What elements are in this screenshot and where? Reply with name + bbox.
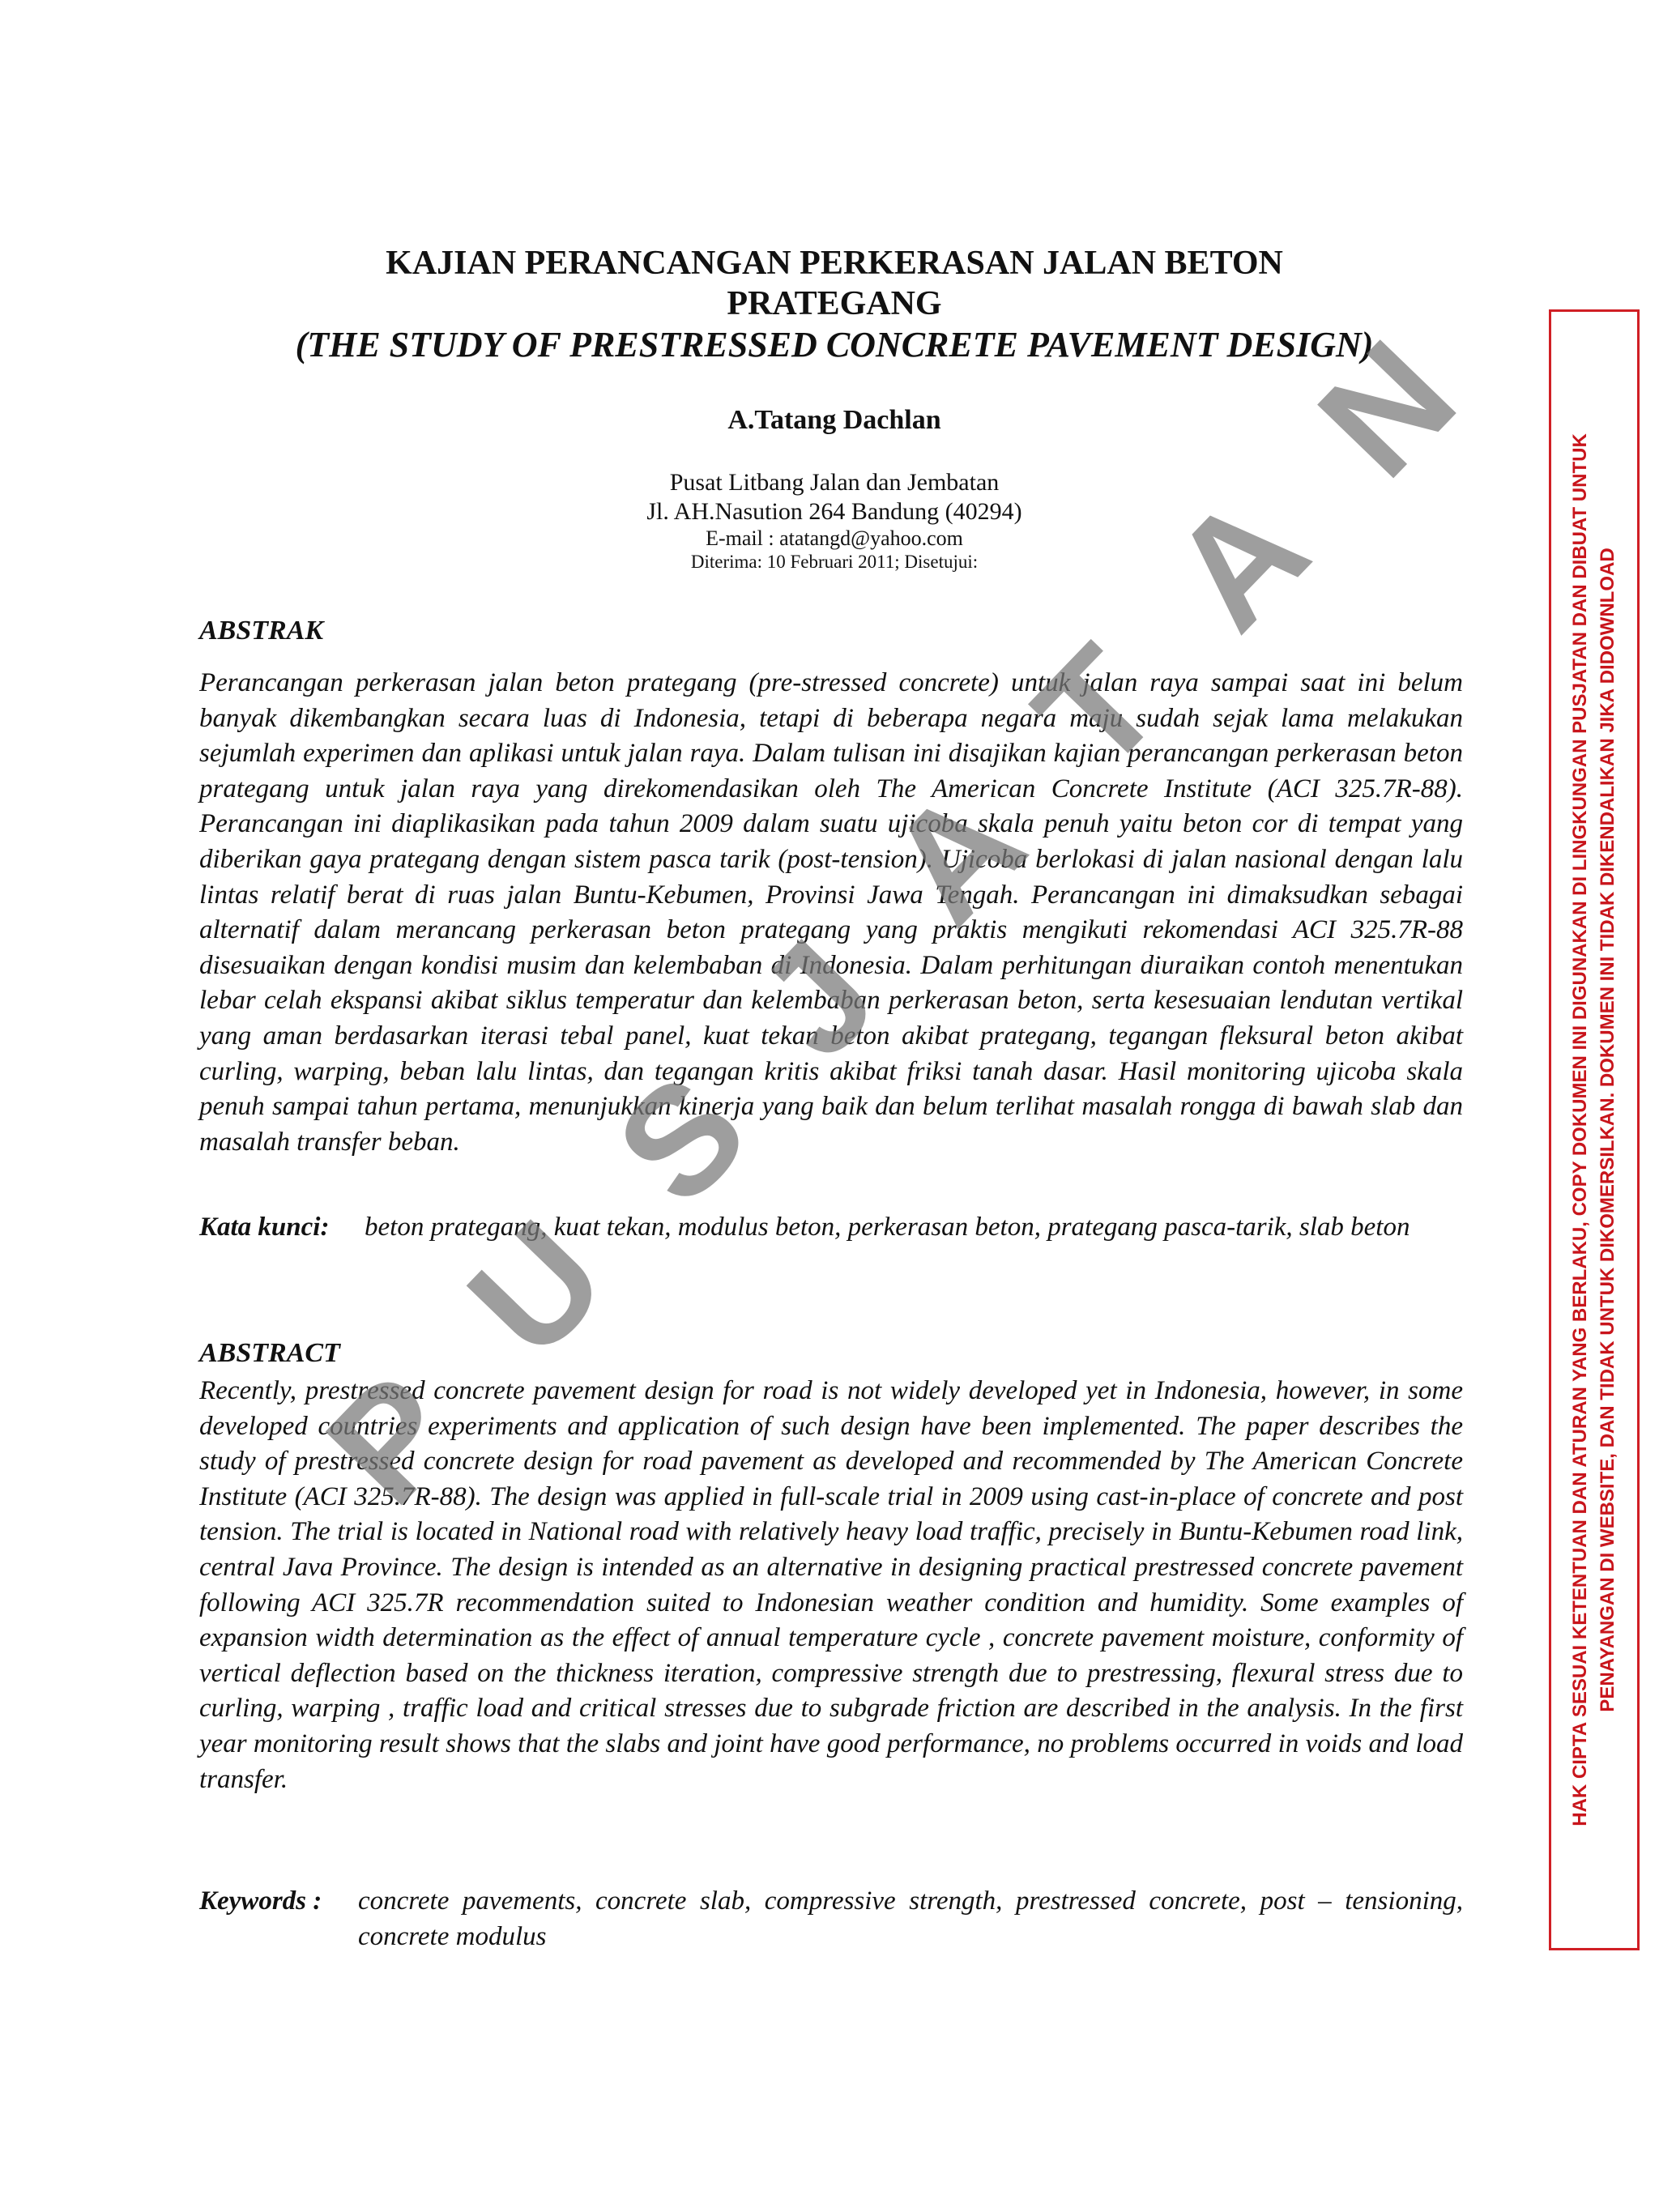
email: E-mail : atatangd@yahoo.com [706,526,963,550]
watermark-letter: S [584,1042,779,1237]
abstrak-heading: ABSTRAK [199,616,324,646]
kata-kunci [199,1210,1463,1246]
keywords-label: Keywords : [199,1886,322,1916]
abstract-text: Recently, prestressed concrete pavement design for road is not widely developed yet in Indonesia, however, in some developed countries experiments and application of such design have been implemented. The paper describes the study of prestressed concrete design for road pavement as developed and recommended by The American Concrete Institute (ACI 325.7R-88). The design was applied in full-scale trial in 2009 using cast-in-place of concrete and post tension. The trial is located in National road with relatively heavy load traffic, precisely in Buntu-Kebumen road link, central Java Province. The design is intended as an alternative in designing practical prestressed concrete pavement following ACI 325.7R recommendation suited to Indonesian weather condition and humidity. Some examples of expansion width determination as the effect of annual temperature cycle , concrete pavement moisture, conformity of vertical deflection based on the thickness iteration, compressive strength due to prestressing, flexural stress due to curling, warping , traffic load and critical stresses due to subgrade friction are described in the analysis. In the first year monitoring result shows that the slabs and joint have good performance, no problems occurred in voids and load transfer. [199,1376,1463,1794]
address: Jl. AH.Nasution 264 Bandung (40294) [646,498,1022,525]
watermark-letter: T [1003,615,1192,803]
title-line-2: PRATEGANG [727,285,942,322]
abstract-heading: ABSTRACT [199,1338,340,1368]
watermark-letter: A [855,755,1057,955]
received-dates: Diterima: 10 Februari 2011; Disetujui: [690,552,979,572]
kata-kunci-content: beton prategang, kuat tekan, modulus beton, perkerasan beton, prategang pasca-tarik, slab beton [365,1213,1410,1242]
keywords [199,1884,1463,1954]
kata-kunci-label: Kata kunci: [199,1213,330,1242]
watermark-letter: U [436,1189,638,1389]
paper-title [186,243,1482,366]
watermark-letter: P [294,1342,490,1536]
notice-line-2: PENAYANGAN DI WEBSITE, DAN TIDAK UNTUK DIKOMERSILKAN. DOKUMEN INI TIDAK DIKENDALIKAN JIKA DIDOWNLOAD [1597,548,1618,1712]
title-line-1: KAJIAN PERANCANGAN PERKERASAN JALAN BETON [386,245,1283,282]
institution: Pusat Litbang Jalan dan Jembatan [669,469,1000,496]
title-english: (THE STUDY OF PRESTRESSED CONCRETE PAVEMENT DESIGN) [295,325,1374,364]
abstrak-text: Perancangan perkerasan jalan beton prategang (pre-stressed concrete) untuk jalan raya sampai saat ini belum banyak dikembangkan secara luas di Indonesia, tetapi di beberapa negara maju sudah sejak lama melakukan sejumlah experimen dan aplikasi untuk jalan raya. Dalam tulisan ini disajikan kajian perancangan perkerasan beton prategang untuk jalan raya yang direkomendasikan oleh The American Concrete Institute (ACI 325.7R-88). Perancangan ini diaplikasikan pada tahun 2009 dalam suatu ujicoba skala penuh yaitu beton cor di tempat yang diberikan gaya prategang dengan sistem pasca tarik (post-tension). Ujicoba berlokasi di jalan nasional dengan lalu lintas relatif berat di ruas jalan Buntu-Kebumen, Provinsi Jawa Tengah. Perancangan ini dimaksudkan sebagai alternatif dalam merancang perkerasan beton prategang yang praktis mengikuti rekomendasi ACI 325.7R-88 disesuaikan dengan kondisi musim dan kelembaban di Indonesia. Dalam perhitungan diuraikan contoh menentukan lebar celah ekspansi akibat siklus temperatur dan kelembaban perkerasan beton, serta kesesuaian lendutan vertikal yang aman berdasarkan iterasi tebal panel, kuat tekan beton akibat prategang, tegangan fleksural beton akibat curling, warping, beban lalu lintas, dan tegangan kritis akibat friksi tanah dasar. Hasil monitoring ujicoba skala penuh sampai tahun pertama, menunjukkan kinerja yang baik dan belum terlihat masalah rongga di bawah slab dan masalah transfer beban. [199,668,1463,1157]
watermark-letter: N [1286,309,1488,509]
notice-line-1: HAK CIPTA SESUAI KETENTUAN DAN ATURAN YANG BERLAKU, COPY DOKUMEN INI DIGUNAKAN DI LINGKUNGAN PUSJATAN DAN DIBUAT UNTUK [1569,433,1591,1826]
copyright-notice [1567,320,1622,1940]
author-name: A.Tatang Dachlan [727,405,941,435]
watermark-letter: A [1139,462,1340,662]
watermark-letter: J [725,908,909,1089]
affiliation [186,468,1482,573]
keywords-content: concrete pavements, concrete slab, compressive strength, prestressed concrete, post – tensioning, concrete modulus [358,1886,1463,1951]
copyright-notice-box [1549,309,1640,1950]
